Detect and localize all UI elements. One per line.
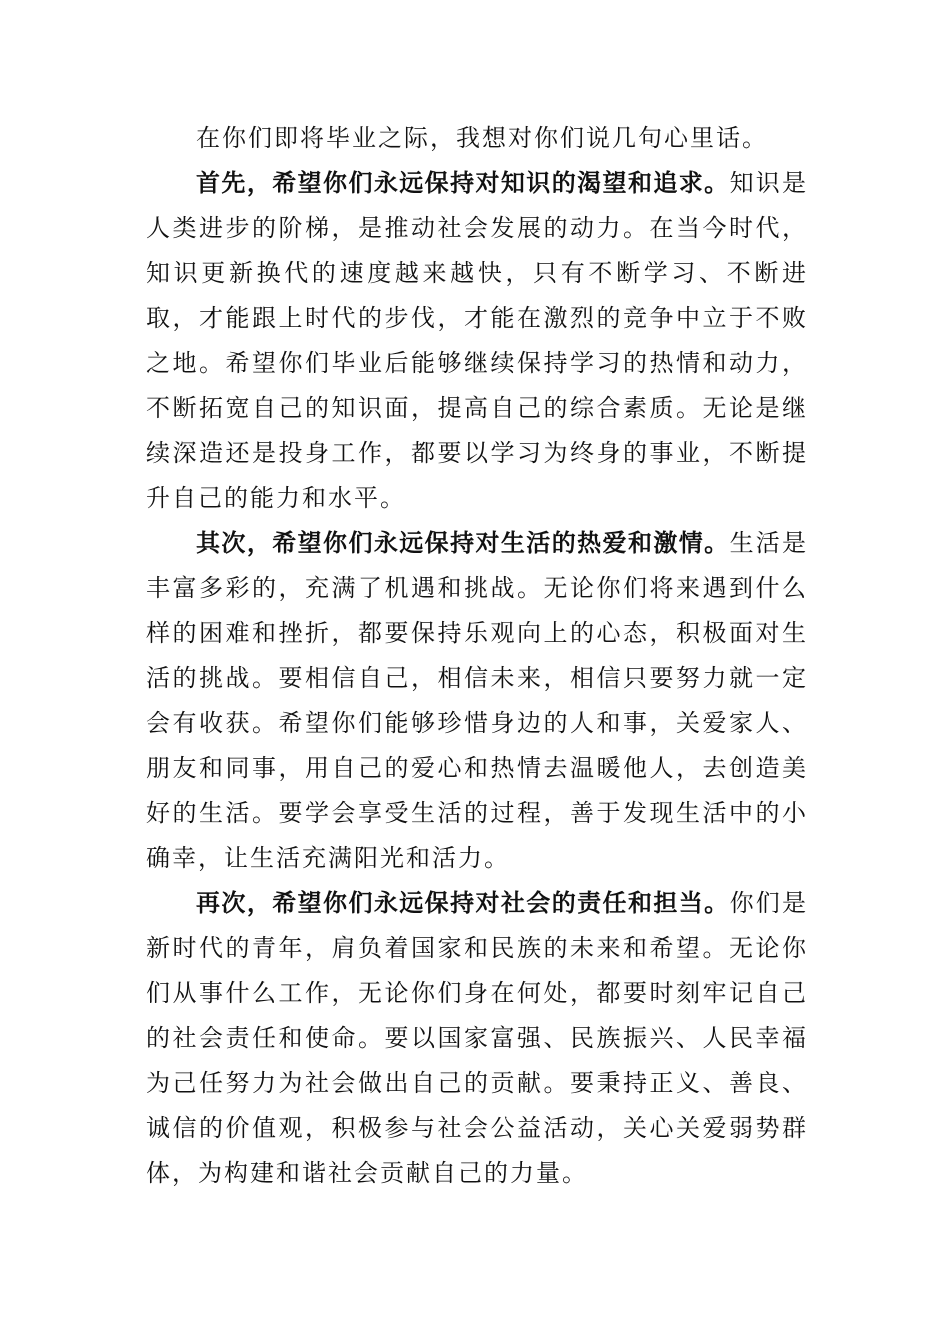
- document-body: [146, 116, 808, 1196]
- society-body-text: 你们是新时代的青年，肩负着国家和民族的未来和希望。无论你们从事什么工作，无论你们身在何处，都要时刻牢记自己的社会责任和使命。要以国家富强、民族振兴、人民幸福为己任努力为社会做出自己的贡献。要秉持正义、善良、诚信的价值观，积极参与社会公益活动，关心关爱弱势群体，为构建和谐社会贡献自己的力量。: [146, 889, 808, 1187]
- life-lead-sentence: 其次，希望你们永远保持对生活的热爱和激情。: [196, 529, 730, 557]
- knowledge-body-text: 知识是人类进步的阶梯，是推动社会发展的动力。在当今时代，知识更新换代的速度越来越快，只有不断学习、不断进取，才能跟上时代的步伐，才能在激烈的竞争中立于不败之地。希望你们毕业后能够继续保持学习的热情和动力，不断拓宽自己的知识面，提高自己的综合素质。无论是继续深造还是投身工作，都要以学习为终身的事业，不断提升自己的能力和水平。: [146, 169, 808, 512]
- intro-paragraph: [146, 116, 808, 161]
- life-body-text: 生活是丰富多彩的，充满了机遇和挑战。无论你们将来遇到什么样的困难和挫折，都要保持乐观向上的心态，积极面对生活的挑战。要相信自己，相信未来，相信只要努力就一定会有收获。希望你们能够珍惜身边的人和事，关爱家人、朋友和同事，用自己的爱心和热情去温暖他人，去创造美好的生活。要学会享受生活的过程，善于发现生活中的小确幸，让生活充满阳光和活力。: [146, 529, 808, 872]
- society-paragraph: [146, 881, 808, 1196]
- intro-text: 在你们即将毕业之际，我想对你们说几句心里话。: [196, 124, 768, 152]
- life-paragraph: [146, 521, 808, 881]
- knowledge-lead-sentence: 首先，希望你们永远保持对知识的渴望和追求。: [196, 169, 730, 197]
- society-lead-sentence: 再次，希望你们永远保持对社会的责任和担当。: [196, 889, 730, 917]
- knowledge-paragraph: [146, 161, 808, 521]
